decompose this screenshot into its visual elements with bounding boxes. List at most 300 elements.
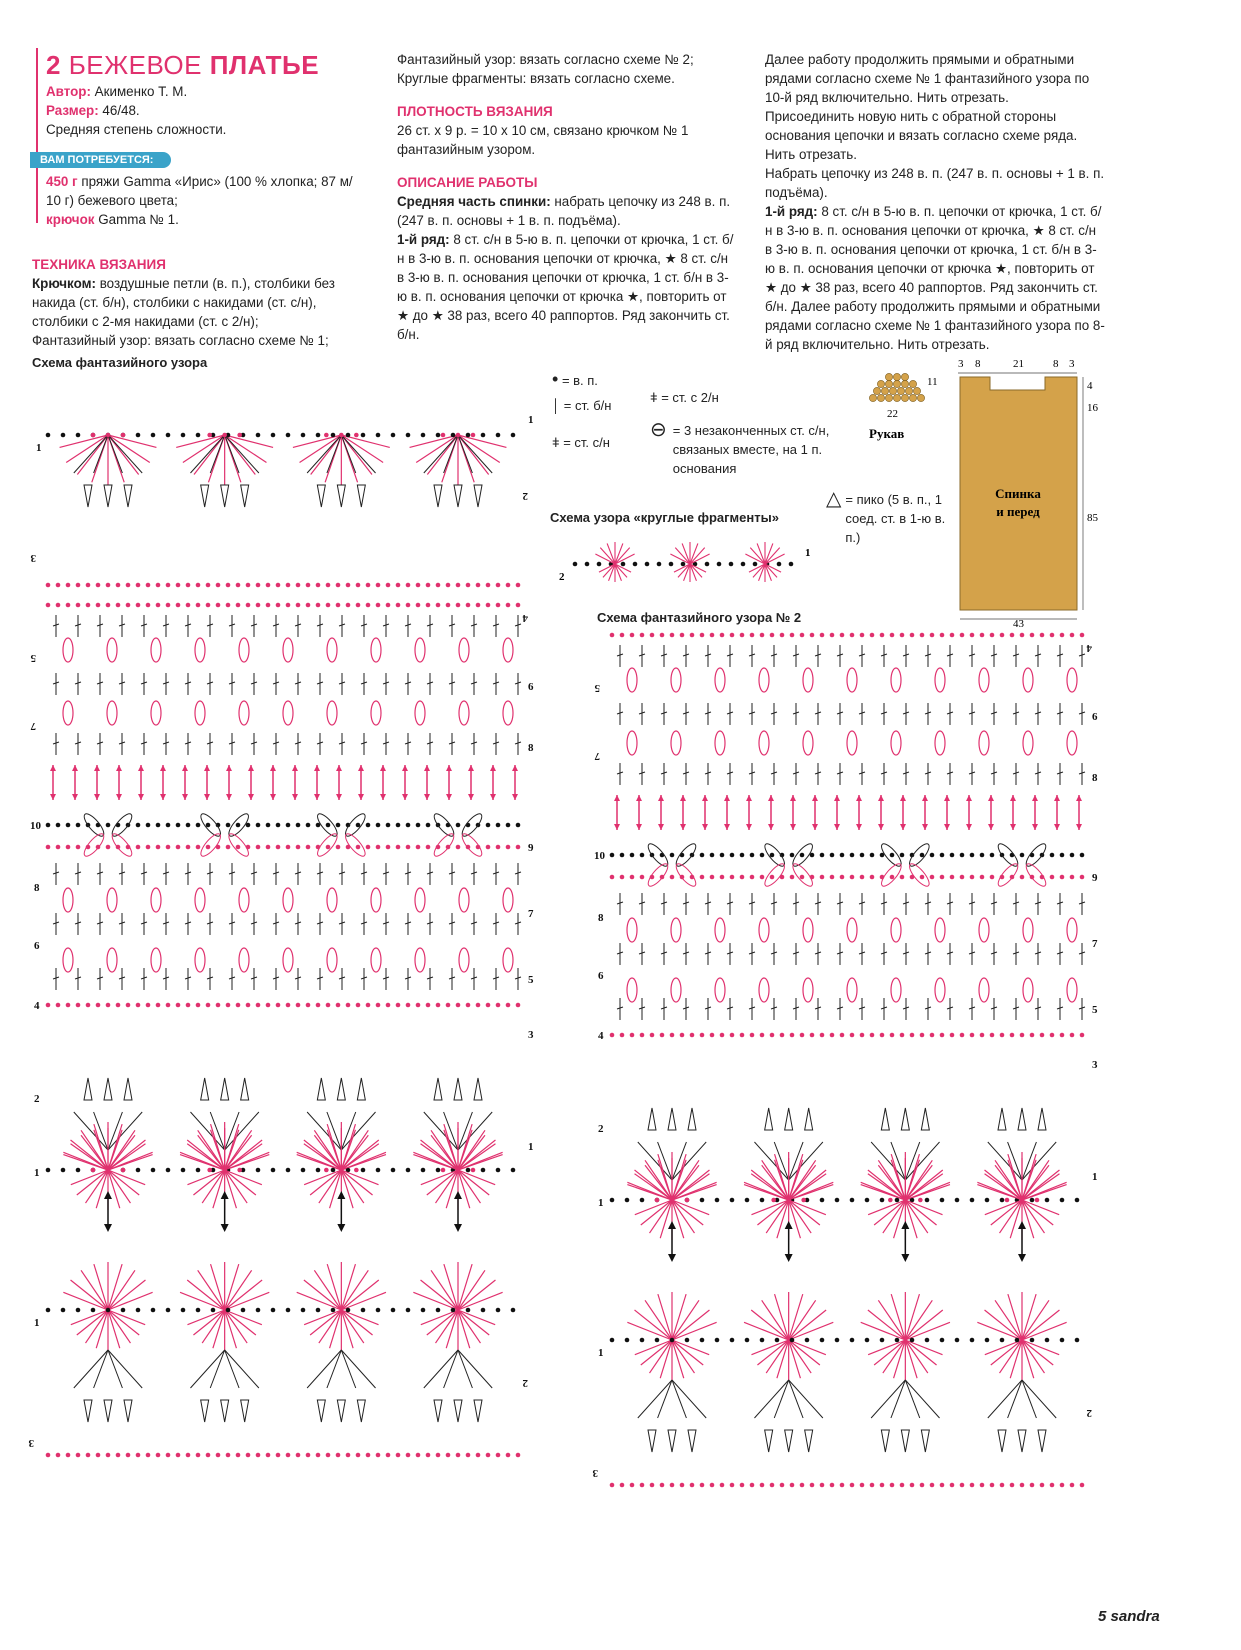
- chain-stitch: [136, 1003, 141, 1008]
- chain-stitch: [610, 1033, 615, 1038]
- chain-stitch: [136, 845, 141, 850]
- round-scheme-label: Схема узора «круглые фрагменты»: [550, 510, 779, 525]
- row-number: 4: [522, 612, 528, 624]
- row-number: 1: [528, 1141, 534, 1153]
- chain-stitch: [1050, 1033, 1055, 1038]
- chain-stitch: [301, 1308, 306, 1313]
- chain-stitch: [730, 875, 735, 880]
- chain-stitch: [900, 875, 905, 880]
- chain-stitch: [805, 1338, 810, 1343]
- chain-stitch: [256, 433, 261, 438]
- chain-stitch: [970, 633, 975, 638]
- picot: [357, 1078, 365, 1100]
- chain-stitch: [266, 583, 271, 588]
- chain-stitch: [216, 845, 221, 850]
- cluster-stitch: [935, 978, 945, 1002]
- chain-stitch: [1070, 875, 1075, 880]
- chain-stitch: [920, 875, 925, 880]
- cluster-stitch: [107, 888, 117, 912]
- chain-stitch: [186, 845, 191, 850]
- picot: [221, 1078, 229, 1100]
- dc-stitch: [874, 1340, 905, 1365]
- chain-stitch: [960, 1033, 965, 1038]
- chain-stitch: [830, 875, 835, 880]
- row-number: 3: [592, 1467, 598, 1479]
- dc-stitch: [1022, 1294, 1036, 1340]
- chain-stitch: [790, 633, 795, 638]
- chain-stitch: [640, 1483, 645, 1488]
- cluster-stitch: [891, 731, 901, 755]
- chain-stitch: [1030, 1338, 1035, 1343]
- chain-stitch: [970, 875, 975, 880]
- chain-stitch: [386, 583, 391, 588]
- tr-stitch: [341, 435, 355, 473]
- chain-stitch: [206, 823, 211, 828]
- row-number: 1: [34, 1317, 40, 1329]
- sleeve-dot: [873, 387, 880, 394]
- chain-stitch: [486, 823, 491, 828]
- chain-stitch: [246, 1453, 251, 1458]
- column-3: Далее работу продолжить прямыми и обратными рядами согласно схеме № 1 фантазийного узора по 10-й ряд включительно. Нить отрезать. Присоединить новую нить с обратной стороны основания цепочки и вязать согласно схеме ряда. Нить отрезать. Набрать цепочку из 248 в. п. (247 в. п. основы + 1 в. п. подъёма). 1-й ряд: 8 ст. с/н в 5-ю в. п. цепочки от крючка, 1 ст. б/н в 3-ю в. п. основания цепочки от крючка, ★ 8 ст. с/н в 3-ю в. п. основания цепочки от крючка, 1 ст. б/н в 3-ю в. п. основания цепочки от крючка ★, повторить от ★ до ★ 38 раз, всего 40 раппортов. Ряд закончить ст. б/н. Далее работу продолжить прямыми и обратными рядами согласно схеме № 1 фантазийного узора по 8-й ряд включительно. Нить отрезать.: [765, 52, 1105, 352]
- chain-stitch: [1070, 853, 1075, 858]
- chain-stitch: [573, 562, 578, 567]
- dc-stitch: [60, 435, 108, 447]
- chain-stitch: [1080, 633, 1085, 638]
- row-number: 4: [1086, 642, 1092, 654]
- chain-stitch: [121, 433, 126, 438]
- chain-stitch: [745, 1338, 750, 1343]
- chain-stitch: [366, 583, 371, 588]
- chain-stitch: [166, 583, 171, 588]
- sleeve-dot: [881, 387, 888, 394]
- dc-stitch: [341, 1310, 372, 1335]
- chain-stitch: [216, 583, 221, 588]
- chain-stitch: [166, 1453, 171, 1458]
- chain-stitch: [700, 1483, 705, 1488]
- sleeve-dot: [913, 387, 920, 394]
- chain-stitch: [840, 853, 845, 858]
- chain-stitch: [511, 1308, 516, 1313]
- chain-stitch: [316, 1003, 321, 1008]
- tr-stitch: [789, 1380, 823, 1418]
- tr-stitch: [444, 435, 458, 473]
- chain-stitch: [496, 1308, 501, 1313]
- dc-stitch: [765, 548, 780, 564]
- chain-stitch: [630, 875, 635, 880]
- cluster-stitch: [107, 948, 117, 972]
- chain-stitch: [446, 603, 451, 608]
- dc-stitch: [341, 1264, 355, 1310]
- cluster-stitch: [891, 918, 901, 942]
- cluster-stitch: [63, 638, 73, 662]
- chain-stitch: [720, 1033, 725, 1038]
- cluster-stitch: [195, 638, 205, 662]
- cluster-stitch: [671, 918, 681, 942]
- row-number: 2: [522, 1377, 528, 1389]
- chain-stitch: [376, 1003, 381, 1008]
- picot: [434, 1400, 442, 1422]
- chain-stitch: [940, 1033, 945, 1038]
- chain-stitch: [730, 1338, 735, 1343]
- chain-stitch: [391, 1168, 396, 1173]
- chain-stitch: [376, 1168, 381, 1173]
- dc-stitch: [789, 1294, 803, 1340]
- scheme2-label: Схема фантазийного узора № 2: [597, 610, 802, 625]
- chain-stitch: [650, 1033, 655, 1038]
- sleeve-dot: [893, 373, 900, 380]
- chain-stitch: [820, 633, 825, 638]
- chain-stitch: [336, 845, 341, 850]
- cluster-stitch: [283, 701, 293, 725]
- tr-stitch: [672, 1380, 706, 1418]
- chain-stitch: [206, 845, 211, 850]
- legend-dc: ǂ = ст. с/н: [552, 435, 610, 450]
- chain-stitch: [226, 1453, 231, 1458]
- chain-stitch: [1060, 1033, 1065, 1038]
- picot: [241, 1400, 249, 1422]
- chain-stitch: [106, 1003, 111, 1008]
- tr-stitch: [327, 435, 341, 473]
- chain-stitch: [151, 433, 156, 438]
- chain-stitch: [625, 1338, 630, 1343]
- chain-stitch: [136, 433, 141, 438]
- dc-stitch: [905, 1200, 936, 1225]
- chain-stitch: [657, 562, 662, 567]
- chain-stitch: [820, 1033, 825, 1038]
- sleeve-dot: [885, 380, 892, 387]
- cluster-stitch: [759, 668, 769, 692]
- chain-stitch: [486, 845, 491, 850]
- tr-stitch: [1022, 1380, 1056, 1418]
- chain-stitch: [66, 603, 71, 608]
- chain-stitch: [46, 1003, 51, 1008]
- chain-stitch: [466, 1003, 471, 1008]
- picot: [998, 1108, 1006, 1130]
- chain-stitch: [156, 603, 161, 608]
- cluster-stitch: [759, 731, 769, 755]
- chain-stitch: [396, 1003, 401, 1008]
- chain-stitch: [918, 1198, 923, 1203]
- tr-stitch: [225, 435, 239, 473]
- sleeve-dot: [909, 394, 916, 401]
- chain-stitch: [790, 1033, 795, 1038]
- chain-stitch: [286, 1453, 291, 1458]
- chain-stitch: [306, 603, 311, 608]
- chain-stitch: [740, 1483, 745, 1488]
- chain-stitch: [1020, 1483, 1025, 1488]
- chain-stitch: [1010, 1483, 1015, 1488]
- chain-stitch: [790, 1338, 795, 1343]
- dc-stitch: [777, 1200, 789, 1238]
- chain-stitch: [860, 853, 865, 858]
- chain-stitch: [236, 1003, 241, 1008]
- tr-stitch: [905, 1380, 939, 1418]
- cluster-stitch: [327, 948, 337, 972]
- chain-stitch: [336, 1453, 341, 1458]
- chain-stitch: [670, 1483, 675, 1488]
- chain-stitch: [156, 1453, 161, 1458]
- chain-stitch: [136, 1308, 141, 1313]
- chain-stitch: [96, 603, 101, 608]
- chain-stitch: [685, 1338, 690, 1343]
- chain-stitch: [710, 853, 715, 858]
- chain-stitch: [86, 583, 91, 588]
- chain-stitch: [96, 1453, 101, 1458]
- dc-stitch: [458, 435, 489, 475]
- chain-stitch: [820, 853, 825, 858]
- chain-stitch: [216, 603, 221, 608]
- dc-stitch: [1022, 1200, 1053, 1225]
- chain-stitch: [820, 1198, 825, 1203]
- chain-stitch: [316, 1308, 321, 1313]
- chain-stitch: [990, 875, 995, 880]
- chain-stitch: [990, 1483, 995, 1488]
- chain-stitch: [870, 853, 875, 858]
- tr-stitch: [307, 1350, 341, 1388]
- chain-stitch: [146, 823, 151, 828]
- picot: [337, 1400, 345, 1422]
- chain-stitch: [780, 1033, 785, 1038]
- chain-stitch: [880, 875, 885, 880]
- cluster-stitch: [151, 638, 161, 662]
- chain-stitch: [610, 875, 615, 880]
- chain-stitch: [466, 1453, 471, 1458]
- chain-stitch: [106, 583, 111, 588]
- chain-stitch: [151, 1308, 156, 1313]
- chain-stitch: [391, 433, 396, 438]
- technique-section: ТЕХНИКА ВЯЗАНИЯ Крючком: воздушные петли (в. п.), столбики без накида (ст. б/н), столбики с накидами (ст. с/н), столбики с 2-мя накидами (ст. с 2/н); Фантазийный узор: вязать согласно схеме № 1;: [32, 257, 335, 348]
- picot: [124, 485, 132, 507]
- dc-stitch: [225, 1170, 237, 1208]
- picot: [241, 1078, 249, 1100]
- round-marks: [559, 542, 811, 583]
- picot: [434, 1078, 442, 1100]
- chain-stitch: [840, 633, 845, 638]
- chain-stitch: [610, 1483, 615, 1488]
- chain-stitch: [396, 583, 401, 588]
- cluster-stitch: [715, 731, 725, 755]
- chain-stitch: [950, 633, 955, 638]
- cluster-stitch: [1067, 918, 1077, 942]
- dc-stitch: [789, 1310, 826, 1340]
- chain-stitch: [960, 1483, 965, 1488]
- row-number: 1: [34, 1167, 40, 1179]
- dc-stitch: [410, 435, 458, 447]
- tr-stitch: [341, 1350, 355, 1388]
- dc-stitch: [96, 1310, 108, 1348]
- cluster-stitch: [803, 978, 813, 1002]
- tr-stitch: [458, 1350, 492, 1388]
- chain-stitch: [1040, 1033, 1045, 1038]
- picot: [104, 485, 112, 507]
- chain-stitch: [1030, 875, 1035, 880]
- cluster-stitch: [671, 978, 681, 1002]
- chain-stitch: [760, 1198, 765, 1203]
- chain-stitch: [730, 853, 735, 858]
- chain-stitch: [670, 1033, 675, 1038]
- row-number: 6: [528, 681, 534, 693]
- cluster-stitch: [503, 638, 513, 662]
- chain-stitch: [895, 1338, 900, 1343]
- chain-stitch: [206, 1453, 211, 1458]
- chain-stitch: [1080, 853, 1085, 858]
- chain-stitch: [620, 853, 625, 858]
- chain-stitch: [496, 583, 501, 588]
- chain-stitch: [156, 583, 161, 588]
- cluster-stitch: [803, 918, 813, 942]
- chain-stitch: [186, 1453, 191, 1458]
- dc-stitch: [660, 1340, 672, 1378]
- back-front-label-1: Спинка: [995, 486, 1041, 501]
- tr-stitch: [210, 1350, 224, 1388]
- chain-stitch: [146, 1453, 151, 1458]
- chain-stitch: [426, 603, 431, 608]
- dc-stitch: [94, 1264, 108, 1310]
- column-2: Фантазийный узор: вязать согласно схеме № 2; Круглые фрагменты: вязать согласно схеме. ПЛОТНОСТЬ ВЯЗАНИЯ 26 ст. х 9 р. = 10 х 10 см, связано крючком № 1 фантазийным узором. ОПИСАНИЕ РАБОТЫ Средняя часть спинки: набрать цепочку из 248 в. п. (247 в. п. основы + 1 в. п. подъёма). 1-й ряд: 8 ст. с/н в 5-ю в. п. цепочки от крючка, 1 ст. б/н в 3-ю в. п. основания цепочки от крючка, ★ 8 ст. с/н в 3-ю в. п. основания цепочки от крючка, 1 ст. б/н в 3-ю в. п. основания цепочки от крючка ★, повторить от ★ до ★ 38 раз, всего 40 раппортов. Ряд закончить ст. б/н.: [397, 52, 734, 342]
- row-number: 1: [598, 1197, 604, 1209]
- chain-stitch: [940, 1338, 945, 1343]
- chain-stitch: [1000, 1033, 1005, 1038]
- cluster-stitch: [151, 701, 161, 725]
- chain-stitch: [850, 875, 855, 880]
- chain-stitch: [670, 633, 675, 638]
- chain-stitch: [436, 1308, 441, 1313]
- chain-stitch: [660, 633, 665, 638]
- chain-stitch: [1050, 1483, 1055, 1488]
- chain-stitch: [176, 1003, 181, 1008]
- chain-stitch: [690, 1483, 695, 1488]
- row-number: 2: [34, 1093, 40, 1105]
- chain-stitch: [66, 583, 71, 588]
- cluster-stitch: [627, 668, 637, 692]
- chain-stitch: [910, 1483, 915, 1488]
- chain-stitch: [620, 633, 625, 638]
- svg-text:16: 16: [1087, 402, 1098, 414]
- chain-stitch: [366, 845, 371, 850]
- picot: [765, 1108, 773, 1130]
- cluster-stitch: [327, 888, 337, 912]
- chain-stitch: [116, 845, 121, 850]
- chain-stitch: [910, 1338, 915, 1343]
- chain-stitch: [211, 1308, 216, 1313]
- cluster-stitch: [1067, 731, 1077, 755]
- chain-stitch: [960, 875, 965, 880]
- cluster-stitch: [847, 731, 857, 755]
- cluster-stitch: [371, 638, 381, 662]
- dc-stitch: [789, 1340, 801, 1378]
- chain-stitch: [246, 1003, 251, 1008]
- chain-stitch: [406, 845, 411, 850]
- chain-stitch: [76, 1453, 81, 1458]
- chain-stitch: [1030, 1033, 1035, 1038]
- chain-stitch: [181, 1308, 186, 1313]
- chain-stitch: [306, 845, 311, 850]
- chain-stitch: [750, 1483, 755, 1488]
- chain-stitch: [890, 875, 895, 880]
- chain-stitch: [985, 1338, 990, 1343]
- chain-stitch: [810, 1033, 815, 1038]
- cluster-stitch: [503, 701, 513, 725]
- tr-stitch: [108, 1350, 142, 1388]
- chain-stitch: [426, 1003, 431, 1008]
- chain-stitch: [980, 1483, 985, 1488]
- chain-stitch: [326, 823, 331, 828]
- dc-stitch: [891, 1294, 905, 1340]
- tr-stitch: [774, 1380, 788, 1418]
- row-number: 7: [1092, 938, 1098, 950]
- chain-stitch: [91, 433, 96, 438]
- chain-stitch: [1010, 1033, 1015, 1038]
- cluster-stitch: [627, 918, 637, 942]
- chain-stitch: [306, 583, 311, 588]
- dc-stitch: [225, 1170, 256, 1195]
- chain-stitch: [870, 1483, 875, 1488]
- picot: [201, 1400, 209, 1422]
- row-number: 7: [528, 908, 534, 920]
- chain-stitch: [660, 1033, 665, 1038]
- back-front-label-2: и перед: [996, 504, 1040, 519]
- chain-stitch: [970, 1198, 975, 1203]
- chain-stitch: [780, 875, 785, 880]
- chain-stitch: [760, 1338, 765, 1343]
- garment-pattern: [855, 355, 1115, 635]
- chain-stitch: [1060, 1483, 1065, 1488]
- chain-stitch: [516, 583, 521, 588]
- chain-stitch: [753, 562, 758, 567]
- tr-stitch: [94, 435, 108, 473]
- dc-stitch: [225, 1310, 256, 1335]
- picot: [474, 1078, 482, 1100]
- row-number: 9: [528, 842, 534, 854]
- chain-stitch: [720, 1483, 725, 1488]
- chain-stitch: [880, 1198, 885, 1203]
- chain-stitch: [730, 633, 735, 638]
- chain-stitch: [151, 1168, 156, 1173]
- chain-stitch: [850, 633, 855, 638]
- chain-stitch: [925, 1338, 930, 1343]
- picot: [785, 1108, 793, 1130]
- chain-stitch: [506, 583, 511, 588]
- dc-stitch: [905, 1310, 942, 1340]
- dc-stitch: [672, 1200, 703, 1225]
- chain-stitch: [196, 845, 201, 850]
- chain-stitch: [266, 603, 271, 608]
- chain-stitch: [326, 845, 331, 850]
- chain-stitch: [296, 845, 301, 850]
- svg-text:4: 4: [1087, 380, 1093, 392]
- chain-stitch: [416, 583, 421, 588]
- chain-stitch: [106, 1308, 111, 1313]
- cluster-stitch: [503, 948, 513, 972]
- chain-stitch: [620, 1033, 625, 1038]
- chain-stitch: [955, 1338, 960, 1343]
- dc-stitch: [225, 1280, 262, 1310]
- chain-stitch: [1000, 1338, 1005, 1343]
- chain-stitch: [456, 1003, 461, 1008]
- chain-stitch: [466, 433, 471, 438]
- chain-stitch: [146, 1003, 151, 1008]
- dc-stitch: [991, 1340, 1022, 1365]
- svg-text:8: 8: [1053, 358, 1059, 370]
- chain-stitch: [760, 853, 765, 858]
- chain-stitch: [790, 1483, 795, 1488]
- picot: [317, 1400, 325, 1422]
- chain-stitch: [266, 823, 271, 828]
- chain-stitch: [456, 845, 461, 850]
- chain-stitch: [900, 633, 905, 638]
- chain-stitch: [226, 1308, 231, 1313]
- chain-stitch: [356, 603, 361, 608]
